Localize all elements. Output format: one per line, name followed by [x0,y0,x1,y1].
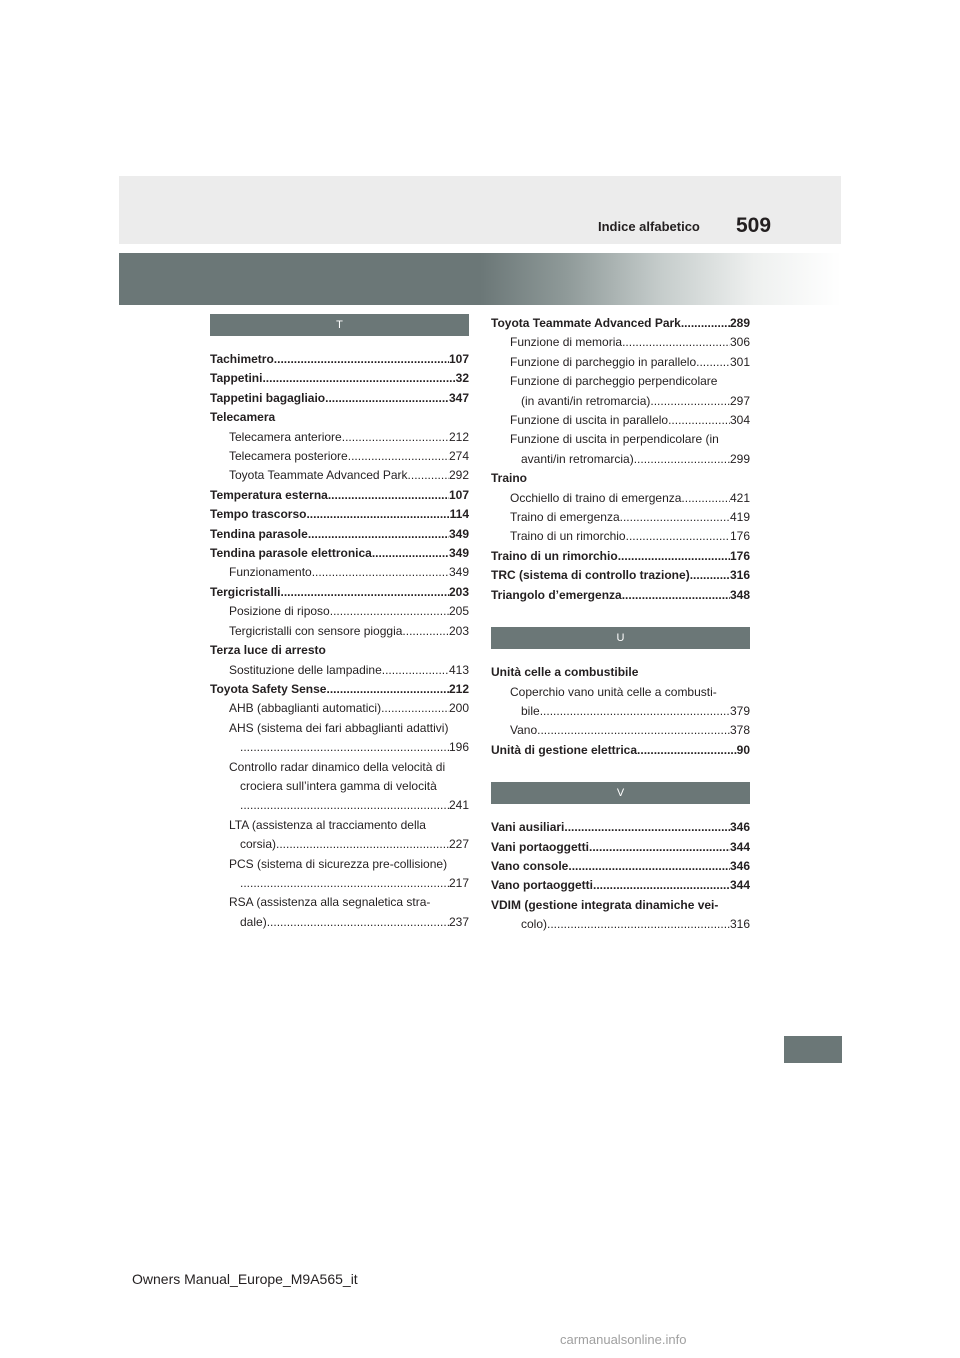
leader-dots [382,661,449,680]
index-entry-page: 349 [448,546,469,561]
index-entry [210,661,469,680]
index-entry-label: Traino di emergenza [510,510,620,525]
index-entry [491,586,750,605]
watermark: carmanualsonline.info [560,1332,687,1347]
leader-dots [308,525,449,544]
leader-dots [637,741,737,760]
leader-dots [402,622,449,641]
index-entry [491,527,750,546]
index-entry [491,683,750,702]
leader-dots [267,913,449,932]
index-entry-label: AHB (abbaglianti automatici) [229,701,382,716]
index-entry-label: VDIM (gestione integrata dinamiche vei- [491,897,719,912]
index-entry-page: 200 [448,701,469,716]
leader-dots [681,314,730,333]
leader-dots [326,680,448,699]
leader-dots [240,796,449,815]
index-entry-page: 205 [448,604,469,619]
index-entry [210,602,469,621]
index-entry [491,450,750,469]
index-entry-label: Vani ausiliari [491,820,565,835]
index-entry-label: bile [521,703,540,718]
leader-dots [564,818,730,837]
leader-dots [312,563,449,582]
index-entry-label: PCS (sistema di sicurezza pre-collisione) [229,856,448,871]
index-entry [210,835,469,854]
index-entry-page: 289 [729,316,750,330]
index-entry-page: 419 [729,510,750,525]
index-entry-page: 274 [448,449,469,464]
index-entry-page: 421 [729,490,750,505]
index-entry [210,447,469,466]
index-entry-page: 299 [729,451,750,466]
leader-dots [568,857,730,876]
index-entry-label: Traino [491,471,528,486]
index-entry-page: 176 [729,548,750,563]
leader-dots [328,486,449,505]
index-entry [210,680,469,699]
index-entry-page: 203 [448,584,469,599]
index-entry [210,563,469,582]
index-entry [210,719,469,738]
index-entry-label: dale) [240,914,267,929]
index-entry-label: Tergicristalli [210,584,281,599]
index-entry-label: Vani portaoggetti [491,839,590,854]
index-entry-label: avanti/in retromarcia) [521,451,634,466]
index-entry-page: 292 [448,468,469,483]
decorative-gradient-bar [119,253,841,305]
index-entry-page: 241 [448,798,469,813]
index-entry [210,544,469,563]
leader-dots [620,508,730,527]
index-entry [491,818,750,837]
index-column-left [210,314,469,932]
index-entry-label: Vano portaoggetti [491,878,593,893]
leader-dots [240,738,449,757]
index-entry-label: Toyota Teammate Advanced Park [229,468,408,483]
section-header-u: U [491,627,750,649]
index-entry-page: 227 [448,837,469,852]
index-entry-label: Funzione di memoria [510,335,623,350]
index-entry-label: Tachimetro [210,352,274,366]
index-entry [210,758,469,777]
index-entry [491,547,750,566]
leader-dots [276,835,449,854]
index-entry-label: Vano [510,723,538,738]
index-entry [491,508,750,527]
index-entry-label: RSA (assistenza alla segnaletica stra- [229,895,431,910]
leader-dots [262,369,455,388]
index-entry-label: Funzione di parcheggio perpendicolare [510,374,718,389]
index-entry-label: Vano console [491,858,569,873]
index-entry-page: 196 [448,740,469,755]
index-entry-page: 32 [455,371,469,386]
index-entry-page: 304 [729,413,750,428]
index-entry [491,411,750,430]
index-entry-page: 301 [729,354,750,369]
index-entry-label: Tempo trascorso [210,507,307,522]
section-header-t: T [210,314,469,336]
index-entry-label: TRC (sistema di controllo trazione) [491,568,690,583]
index-entry [210,428,469,447]
index-entry-label: Funzionamento [229,565,312,580]
leader-dots [348,447,449,466]
index-entry-label: Unità celle a combustibile [491,665,639,680]
index-entry-page: 349 [448,565,469,580]
leader-dots [696,353,730,372]
index-entry [210,525,469,544]
index-entry-label: Temperatura esterna [210,487,328,502]
leader-dots [547,915,730,934]
index-entry-page: 348 [729,587,750,602]
index-entry-label: Tappetini [210,371,263,386]
index-entry-page: 349 [448,526,469,541]
index-entry-label: Funzione di uscita in parallelo [510,413,669,428]
leader-dots [330,602,449,621]
index-entry-page: 344 [729,839,750,854]
index-entry [491,896,750,915]
index-entry-page: 107 [448,352,469,366]
index-entry-label: Tendina parasole [210,526,308,541]
index-entry [491,314,750,333]
index-entry-page: 346 [729,858,750,873]
index-entry [491,876,750,895]
leader-dots [622,586,730,605]
index-entry [210,505,469,524]
index-entry [210,389,469,408]
index-entry [491,741,750,760]
index-entry [210,699,469,718]
index-entry [491,721,750,740]
index-entry [210,486,469,505]
entry-list-t [210,350,469,932]
index-entry-label: LTA (assistenza al tracciamento della [229,817,426,832]
index-column-right [491,314,750,935]
index-entry-label: Sostituzione delle lampadine [229,662,382,677]
leader-dots [634,450,730,469]
section-header-v: V [491,782,750,804]
index-entry-page: 212 [448,429,469,444]
index-entry-page: 107 [448,487,469,502]
index-entry-label: Unità di gestione elettrica [491,742,638,757]
index-entry-label: Controllo radar dinamico della velocità di [229,759,446,774]
page-number: 509 [736,214,772,237]
index-entry [491,663,750,682]
index-entry-label: Telecamera posteriore [229,449,348,464]
index-entry-page: 413 [448,662,469,677]
index-entry-label: Telecamera anteriore [229,429,342,444]
index-entry [491,430,750,449]
index-entry [210,796,469,815]
index-entry-label: crociera sull’intera gamma di velocità [240,778,437,793]
leader-dots [681,489,730,508]
header-title: Indice alfabetico [598,219,700,234]
index-entry-label: Funzione di uscita in perpendicolare (in [510,432,719,447]
index-entry-page: 90 [736,742,750,757]
index-entry-page: 297 [729,393,750,408]
leader-dots [381,699,449,718]
index-entry-page: 344 [729,878,750,893]
index-entry [210,777,469,796]
index-entry [210,893,469,912]
index-entry [210,816,469,835]
index-entry-page: 316 [729,917,750,932]
index-entry [210,369,469,388]
index-entry-page: 203 [448,623,469,638]
entry-list-u [491,663,750,760]
section-side-tab [784,1036,842,1063]
index-entry-page: 346 [729,820,750,835]
index-entry-page: 237 [448,914,469,929]
leader-dots [668,411,730,430]
index-entry [491,857,750,876]
index-entry-label: Coperchio vano unità celle a combusti- [510,684,717,699]
index-entry-label: Posizione di riposo [229,604,330,619]
leader-dots [593,876,730,895]
leader-dots [280,583,448,602]
index-entry-label: Triangolo d’emergenza [491,587,622,602]
index-entry [210,408,469,427]
leader-dots [626,527,730,546]
leader-dots [622,333,730,352]
leader-dots [306,505,449,524]
index-entry-page: 212 [448,681,469,696]
index-entry [210,874,469,893]
index-entry [491,469,750,488]
leader-dots [618,547,730,566]
leader-dots [408,466,449,485]
entry-list-t-continued [491,314,750,605]
index-entry-label: corsia) [240,837,277,852]
index-entry [491,702,750,721]
index-entry-label: Tergicristalli con sensore pioggia [229,623,403,638]
index-entry-page: 379 [729,703,750,718]
index-entry [210,583,469,602]
index-entry [210,641,469,660]
index-entry [210,350,469,369]
index-entry [491,333,750,352]
index-entry-label: Traino di un rimorchio [510,529,626,544]
entry-list-v [491,818,750,934]
index-entry-label: Funzione di parcheggio in parallelo [510,354,697,369]
leader-dots [589,838,730,857]
leader-dots [240,874,449,893]
index-entry-label: Tendina parasole elettronica [210,546,372,561]
index-entry-label: Tappetini bagagliaio [210,390,326,405]
index-entry-label: Toyota Safety Sense [210,681,327,696]
index-entry-page: 114 [449,507,469,522]
index-entry [210,466,469,485]
index-entry [491,392,750,411]
index-entry-label: Traino di un rimorchio [491,548,618,563]
index-entry [491,566,750,585]
leader-dots [325,389,449,408]
leader-dots [650,392,730,411]
leader-dots [690,566,730,585]
leader-dots [537,721,730,740]
index-entry-label: Occhiello di traino di emergenza [510,490,682,505]
header-band [119,176,841,244]
index-entry-label: Terza luce di arresto [210,643,326,658]
leader-dots [540,702,730,721]
index-entry [491,372,750,391]
index-entry [210,913,469,932]
index-entry [491,915,750,934]
index-entry [210,855,469,874]
index-entry-page: 316 [729,568,750,583]
index-entry [491,489,750,508]
index-entry-page: 306 [729,335,750,350]
index-entry-label: AHS (sistema dei fari abbaglianti adattivi) [229,720,449,735]
leader-dots [372,544,449,563]
index-entry [491,353,750,372]
index-entry-page: 378 [729,723,750,738]
index-entry [210,622,469,641]
index-entry-label: Telecamera [210,410,276,425]
index-entry-page: 347 [448,390,469,405]
footer-manual-id: Owners Manual_Europe_M9A565_it [132,1271,358,1287]
leader-dots [342,428,449,447]
leader-dots [274,350,449,369]
index-entry-page: 176 [729,529,750,544]
index-entry-label: (in avanti/in retromarcia) [521,393,651,408]
index-entry-label: Toyota Teammate Advanced Park [491,316,681,330]
index-entry-label: colo) [521,917,548,932]
index-entry [210,738,469,757]
index-entry [491,838,750,857]
index-entry-page: 217 [448,875,469,890]
